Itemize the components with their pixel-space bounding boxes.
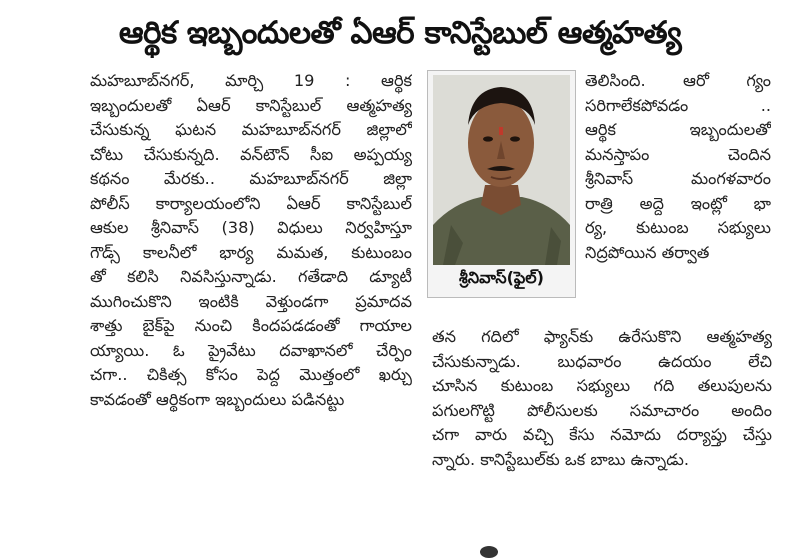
headline: ఆర్థిక ఇబ్బందులతో ఏఆర్ కానిస్టేబుల్ ఆత్మహత్య xyxy=(118,15,682,51)
article-line: చోటు చేసుకున్నది. వన్‌టౌన్ సీఐ అప్పయ్య xyxy=(90,144,412,164)
article-line: మనస్తాపం చెందిన xyxy=(585,144,771,164)
article-line: పోలీస్ కార్యాలయంలోని ఏఆర్ కానిస్టేబుల్ xyxy=(90,193,412,213)
article-line: ర్య, కుటుంబ సభ్యులు xyxy=(585,218,771,237)
article-line: చగా వారు వచ్చి కేసు నమోదు దర్యాప్తు చేస్తు xyxy=(432,425,772,444)
article-line: న్నారు. కానిస్టేబుల్‌కు ఒక బాబు ఉన్నాడు. xyxy=(432,449,689,469)
photo-caption: శ్రీనివాస్(ఫైల్) xyxy=(459,268,544,287)
article-line: తన గదిలో ఫ్యాన్‌కు ఉరేసుకొని ఆత్మహత్య xyxy=(432,327,772,346)
article-line: మహబూబ్‌నగర్, మార్చి 19 : ఆర్థిక xyxy=(90,71,412,90)
article-line: చేసుకున్న ఘటన మహబూబ్‌నగర్ జిల్లాలో xyxy=(90,120,412,139)
photo-frame xyxy=(427,70,576,298)
article-line: తెలిసింది. ఆరో గ్యం xyxy=(585,71,771,90)
article-line: తో కలిసి నివసిస్తున్నాడు. గతేడాది డ్యూటీ xyxy=(90,267,412,286)
article-line: ఆర్థిక ఇబ్బందులతో xyxy=(585,120,771,139)
article-line: సరిగాలేకపోవడం .. xyxy=(585,95,771,115)
article-right-column-top xyxy=(585,69,771,265)
article-line: ఆకుల శ్రీనివాస్ (38) విధులు నిర్వహిస్తూ xyxy=(90,218,412,237)
article-line: రాత్రి అద్దె ఇంట్లో భా xyxy=(585,193,771,213)
article-line: ఇబ్బందులతో ఏఆర్ కానిస్టేబుల్ ఆత్మహత్య xyxy=(90,95,412,115)
article-line: చూసిన కుటుంబ సభ్యులు గది తలుపులను xyxy=(432,376,772,395)
page-mark xyxy=(480,546,498,558)
article-line: చేసుకున్నాడు. బుధవారం ఉదయం లేచి xyxy=(432,351,772,371)
portrait-photo xyxy=(433,75,570,265)
article-line: పగులగొట్టి పోలీసులకు సమాచారం అందిం xyxy=(432,400,772,420)
article-line: శాత్తు బైక్‌పై నుంచి కిందపడడంతో గాయాల xyxy=(90,316,412,335)
article-left-column xyxy=(90,69,412,412)
article-line: గౌడ్స్ కాలనీలో భార్య మమత, కుటుంబం xyxy=(90,242,412,262)
article-line: కావడంతో ఆర్థికంగా ఇబ్బందులు పడినట్టు xyxy=(90,389,345,409)
article-right-column-bottom xyxy=(432,325,772,472)
article-line: నిద్రపోయిన తర్వాత xyxy=(585,242,710,262)
article-line: కథనం మేరకు.. మహబూబ్‌నగర్ జిల్లా xyxy=(90,169,412,188)
article-line: శ్రీనివాస్ మంగళవారం xyxy=(585,169,771,188)
article-line: చగా.. చికిత్స కోసం పెద్ద మొత్తంలో ఖర్చు xyxy=(90,365,412,384)
article-line: య్యాయి. ఓ ప్రైవేటు దవాఖానలో చేర్పిం xyxy=(90,340,412,360)
article-line: ముగించుకొని ఇంటికి వెళ్తుండగా ప్రమాదవ xyxy=(90,291,412,311)
